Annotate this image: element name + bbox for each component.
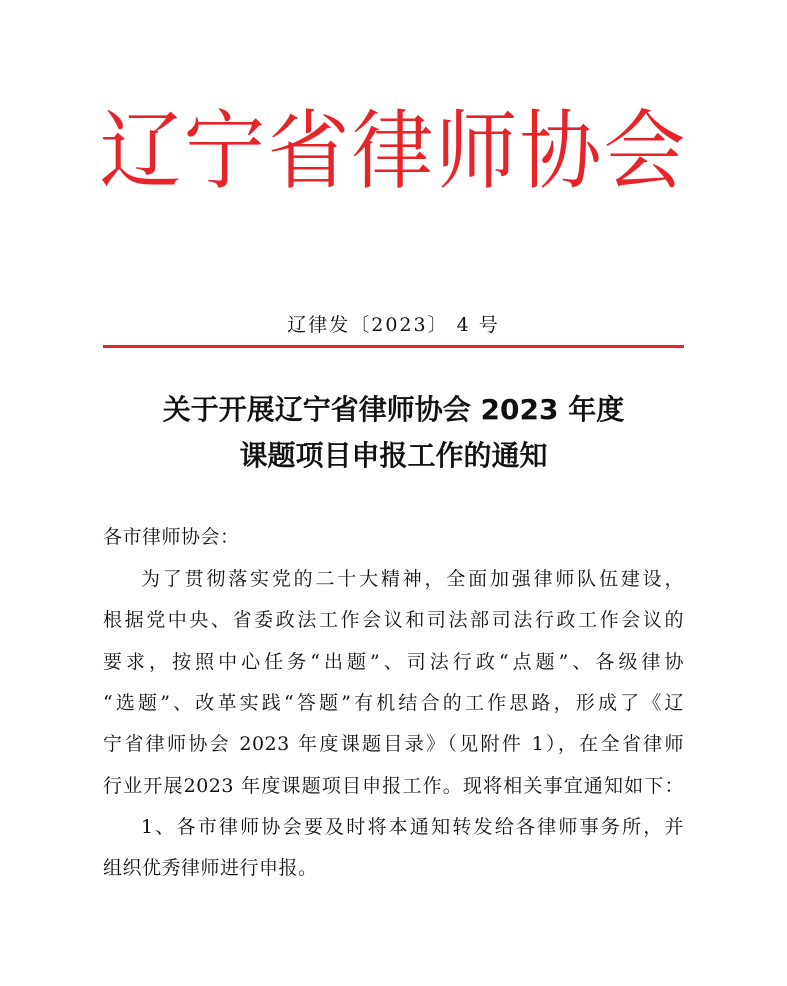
paragraph-1-line-4: “选题”、改革实践“答题”有机结合的工作思路，形成了《辽 [103, 692, 684, 714]
red-divider-line [103, 345, 684, 348]
paragraph-2-line-1: 1、各市律师协会要及时将本通知转发给各律师事务所，并 [141, 816, 684, 838]
paragraph-1-line-2: 根据党中央、省委政法工作会议和司法部司法行政工作会议的 [103, 609, 684, 631]
paragraph-1-line-1: 为了贯彻落实党的二十大精神，全面加强律师队伍建设， [141, 568, 684, 590]
paragraph-1-line-3: 要求，按照中心任务“出题”、司法行政“点题”、各级律协 [103, 651, 684, 673]
paragraph-1-line-5: 宁省律师协会 2023 年度课题目录》（见附件 1），在全省律师 [103, 733, 684, 755]
notice-title-line-1: 关于开展辽宁省律师协会 2023 年度 [162, 393, 625, 426]
document-number: 辽律发〔2023〕 4 号 [287, 314, 500, 336]
paragraph-1-line-6: 行业开展2023 年度课题项目申报工作。现将相关事宜通知如下： [103, 775, 684, 797]
paragraph-2-line-2: 组织优秀律师进行申报。 [103, 857, 318, 879]
notice-title-line-2: 课题项目申报工作的通知 [239, 439, 548, 472]
organization-letterhead: 辽宁省律师协会 [99, 101, 688, 202]
salutation: 各市律师协会： [103, 526, 240, 548]
